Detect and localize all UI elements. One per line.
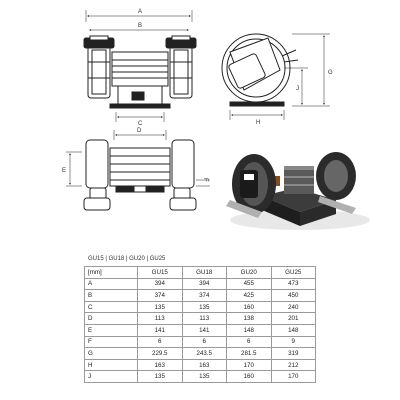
table-header-cell: GU20 xyxy=(227,267,272,279)
product-image xyxy=(226,152,370,230)
side-view xyxy=(222,34,330,120)
table-cell: 163 xyxy=(182,359,227,371)
table-cell: 201 xyxy=(271,313,316,325)
table-cell: C xyxy=(85,301,138,313)
table-cell: 148 xyxy=(271,324,316,336)
table-cell: 229.5 xyxy=(138,348,183,360)
table-cell: 135 xyxy=(182,301,227,313)
dim-label-g: G xyxy=(328,70,333,76)
table-header-row xyxy=(85,267,316,279)
table-cell: E xyxy=(85,324,138,336)
table-header-cell: GU15 xyxy=(138,267,183,279)
dim-label-c: C xyxy=(138,121,143,127)
table-cell: 135 xyxy=(138,371,183,383)
table-cell: 374 xyxy=(182,290,227,302)
table-cell: J xyxy=(85,371,138,383)
table-row xyxy=(85,348,316,360)
table-cell: 473 xyxy=(271,278,316,290)
table-cell: 170 xyxy=(271,371,316,383)
table-row xyxy=(85,301,316,313)
table-cell: 113 xyxy=(182,313,227,325)
dimension-table xyxy=(84,266,316,383)
dim-label-j: J xyxy=(296,86,299,92)
table-cell: 240 xyxy=(271,301,316,313)
table-cell: 243.5 xyxy=(182,348,227,360)
table-cell: 6 xyxy=(227,336,272,348)
table-cell: 135 xyxy=(138,301,183,313)
table-cell: 141 xyxy=(138,324,183,336)
dim-label-b: B xyxy=(138,23,143,29)
table-header-cell: GU25 xyxy=(271,267,316,279)
table-cell: 113 xyxy=(138,313,183,325)
table-cell: 394 xyxy=(182,278,227,290)
table-row xyxy=(85,359,316,371)
dim-label-e: E xyxy=(62,168,67,174)
table-cell: 455 xyxy=(227,278,272,290)
table-cell: F xyxy=(85,336,138,348)
table-row xyxy=(85,371,316,383)
table-cell: 394 xyxy=(138,278,183,290)
table-row xyxy=(85,290,316,302)
dim-label-f: F xyxy=(202,178,208,182)
table-row xyxy=(85,313,316,325)
table-cell: 170 xyxy=(227,359,272,371)
table-cell: 6 xyxy=(182,336,227,348)
table-row xyxy=(85,324,316,336)
table-cell: 138 xyxy=(227,313,272,325)
table-cell: 160 xyxy=(227,301,272,313)
table-cell: 212 xyxy=(271,359,316,371)
table-header-cell: [mm] xyxy=(85,267,138,279)
table-cell: B xyxy=(85,290,138,302)
table-cell: D xyxy=(85,313,138,325)
dim-label-a: A xyxy=(138,9,143,15)
table-cell: 148 xyxy=(227,324,272,336)
table-cell: A xyxy=(85,278,138,290)
model-caption: GU15 | GU18 | GU20 | GU25 xyxy=(88,256,166,262)
table-cell: 135 xyxy=(182,371,227,383)
table-cell: 141 xyxy=(182,324,227,336)
table-row xyxy=(85,278,316,290)
table-row xyxy=(85,336,316,348)
table-cell: 160 xyxy=(227,371,272,383)
dim-label-d: D xyxy=(137,128,142,134)
table-cell: 374 xyxy=(138,290,183,302)
table-cell: 163 xyxy=(138,359,183,371)
table-header-cell: GU18 xyxy=(182,267,227,279)
table-cell: 281.5 xyxy=(227,348,272,360)
table-cell: 6 xyxy=(138,336,183,348)
table-cell: G xyxy=(85,348,138,360)
table-cell: 9 xyxy=(271,336,316,348)
top-view xyxy=(66,130,210,210)
dim-label-h: H xyxy=(256,120,261,126)
table-cell: 450 xyxy=(271,290,316,302)
table-cell: 425 xyxy=(227,290,272,302)
table-cell: H xyxy=(85,359,138,371)
table-cell: 319 xyxy=(271,348,316,360)
